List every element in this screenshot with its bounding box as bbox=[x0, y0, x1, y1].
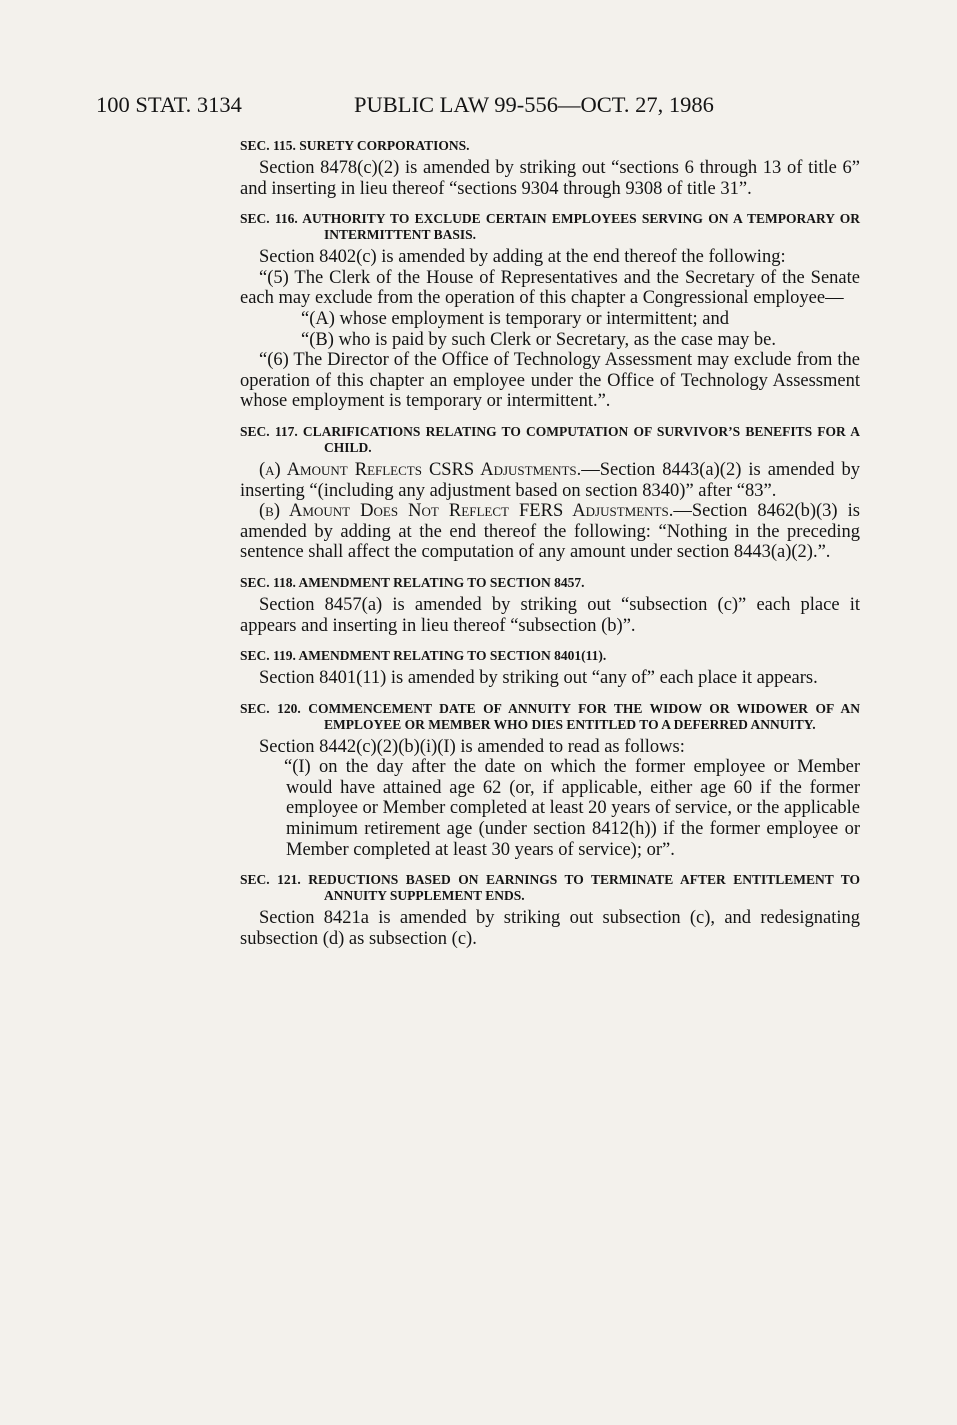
document-body bbox=[240, 138, 860, 949]
section-117-subsection-a bbox=[240, 460, 860, 501]
subsection-a-caption: (a) Amount Reflects CSRS Adjustments. bbox=[259, 459, 582, 480]
subsection-b-text: —Section 8462(b)(3) is amended by adding at the end thereof the following: “Nothing in the preceding sentence shall affect the computation of any amount under section 8443(a)(2).”. bbox=[240, 501, 860, 563]
section-116-heading: SEC. 116. AUTHORITY TO EXCLUDE CERTAIN EMPLOYEES SERVING ON A TEMPORARY OR INTERMITTENT BASIS. bbox=[240, 211, 860, 243]
section-120-intro: Section 8442(c)(2)(b)(i)(I) is amended to read as follows: bbox=[259, 736, 685, 757]
section-118-heading: SEC. 118. AMENDMENT RELATING TO SECTION 8457. bbox=[240, 574, 585, 590]
section-120-heading: SEC. 120. COMMENCEMENT DATE OF ANNUITY FOR THE WIDOW OR WIDOWER OF AN EMPLOYEE OR MEMBER WHO DIES ENTITLED TO A DEFERRED ANNUITY. bbox=[240, 700, 860, 732]
section-119-text: Section 8401(11) is amended by striking out “any of” each place it appears. bbox=[259, 668, 818, 689]
page-header bbox=[96, 92, 866, 128]
public-law-title: PUBLIC LAW 99-556—OCT. 27, 1986 bbox=[354, 92, 714, 117]
section-117-heading: SEC. 117. CLARIFICATIONS RELATING TO COMPUTATION OF SURVIVOR’S BENEFITS FOR A CHILD. bbox=[240, 423, 860, 455]
section-116-intro: Section 8402(c) is amended by adding at the end thereof the following: bbox=[259, 247, 786, 268]
section-117-subsection-b bbox=[240, 501, 860, 563]
section-116-para-5: “(5) The Clerk of the House of Representatives and the Secretary of the Senate each may exclude from the operation of this chapter a Congressional employee— bbox=[240, 267, 860, 309]
subsection-a-text: —Section 8443(a)(2) is amended by inserting “(including any adjustment based on section 8340)” after “83”. bbox=[240, 459, 860, 501]
stat-page-reference: 100 STAT. 3134 bbox=[96, 92, 242, 117]
section-116-para-a: “(A) whose employment is temporary or intermittent; and bbox=[301, 308, 729, 329]
section-120-quote: “(I) on the day after the date on which the former employee or Member would have attained age 62 (or, if applicable, either age 60 if the former employee or Member completed at least 20 years of service, or the applicable minimum retirement age (under section 8412(h)) if the former employee or Member completed at least 30 years of service); or”. bbox=[284, 757, 860, 860]
section-119-heading: SEC. 119. AMENDMENT RELATING TO SECTION 8401(11). bbox=[240, 648, 607, 664]
section-118-text: Section 8457(a) is amended by striking out “subsection (c)” each place it appears and inserting in lieu thereof “subsection (b)”. bbox=[240, 594, 860, 636]
section-115-text: Section 8478(c)(2) is amended by striking out “sections 6 through 13 of title 6” and inserting in lieu thereof “sections 9304 through 9308 of title 31”. bbox=[240, 158, 860, 199]
section-121-heading: SEC. 121. REDUCTIONS BASED ON EARNINGS TO TERMINATE AFTER ENTITLEMENT TO ANNUITY SUPPLEMENT ENDS. bbox=[240, 872, 860, 904]
section-115-heading: SEC. 115. SURETY CORPORATIONS. bbox=[240, 138, 470, 153]
section-116-para-b: “(B) who is paid by such Clerk or Secretary, as the case may be. bbox=[301, 329, 777, 350]
subsection-b-caption: (b) Amount Does Not Reflect FERS Adjustments. bbox=[259, 501, 674, 522]
section-116-para-6: “(6) The Director of the Office of Technology Assessment may exclude from the operation of this chapter an employee under the Office of Technology Assessment whose employment is temporary or intermittent.”. bbox=[240, 350, 860, 412]
section-121-text: Section 8421a is amended by striking out subsection (c), and redesignating subsection (d) as subsection (c). bbox=[240, 908, 860, 949]
